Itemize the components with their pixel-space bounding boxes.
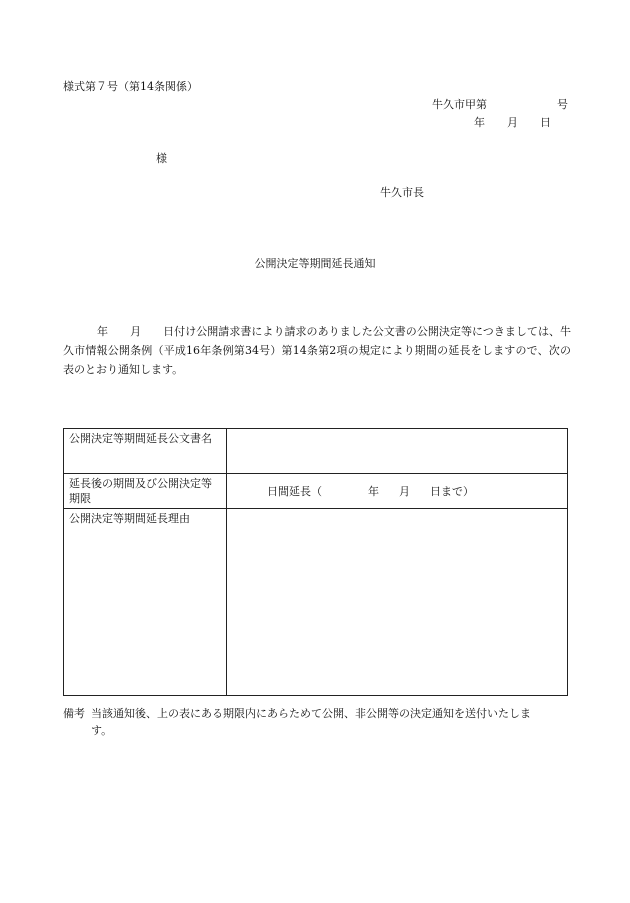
extension-reason-label: 公開決定等期間延長理由 (64, 509, 227, 696)
body-paragraph: 日付け公開請求書により請求のありました公文書の公開決定等につきましては、牛久市情報公開条例（平成16年条例第34号）第14条第2項の規定により期間の延長をしますので、次の表のとおり通知します。 (63, 325, 572, 376)
sender: 牛久市長 (380, 186, 424, 199)
document-number (432, 98, 568, 112)
table-row (64, 474, 568, 509)
extension-days-prefix: 日間延長（ (267, 484, 322, 498)
date-year: 年 (474, 116, 485, 129)
remarks-label: 備考 (63, 707, 85, 720)
form-number: 様式第７号（第14条関係） (63, 80, 198, 93)
document-number-suffix: 号 (557, 98, 568, 111)
info-table (63, 428, 568, 696)
remarks-text-line1: 当該通知後、上の表にある期限内にあらためて公開、非公開等の決定通知を送付いたしま (91, 707, 531, 720)
body-text (63, 322, 571, 379)
document-title: 公開決定等期間延長通知 (254, 257, 376, 270)
extension-year: 年 (368, 484, 379, 498)
extended-period-label: 延長後の期間及び公開決定等期限 (64, 474, 227, 509)
document-name-value (227, 429, 568, 474)
extension-month: 月 (399, 484, 410, 498)
table-row (64, 509, 568, 696)
document-number-prefix: 牛久市甲第 (432, 98, 487, 111)
body-year: 年 (97, 325, 109, 338)
document-date (474, 116, 551, 130)
date-day: 日 (540, 116, 551, 129)
body-month: 月 (130, 325, 142, 338)
addressee: 様 (156, 152, 167, 165)
remarks-text-line2: す。 (91, 724, 113, 737)
date-month: 月 (507, 116, 518, 129)
table-row (64, 429, 568, 474)
extended-period-value (227, 474, 568, 509)
document-name-label: 公開決定等期間延長公文書名 (64, 429, 227, 474)
remarks (63, 705, 575, 739)
extension-reason-value (227, 509, 568, 696)
extension-day-suffix: 日まで） (430, 484, 474, 498)
